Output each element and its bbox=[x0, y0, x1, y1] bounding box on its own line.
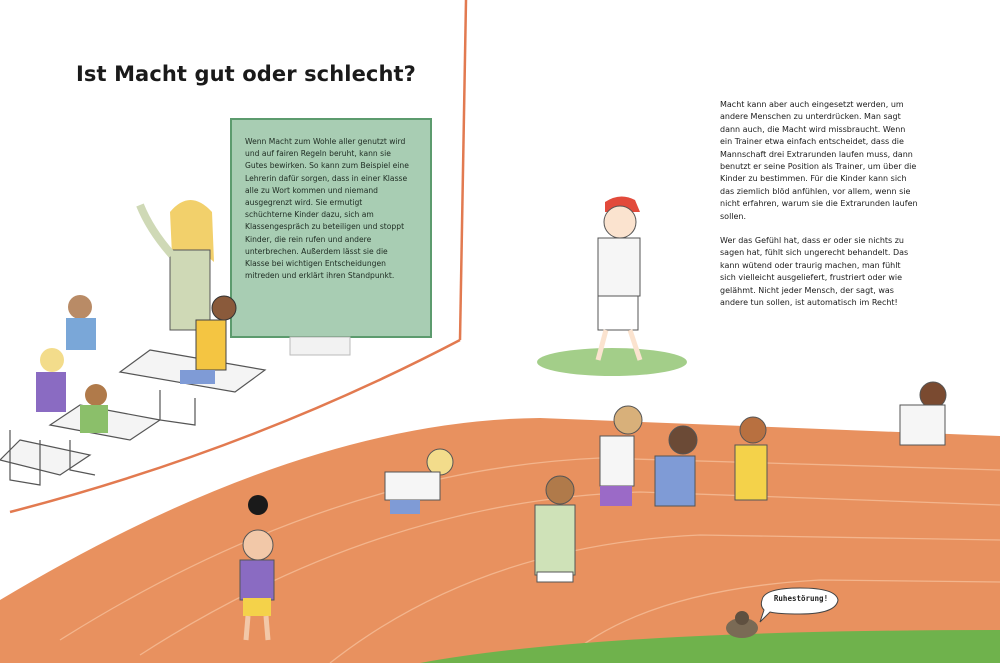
board-stand bbox=[290, 337, 350, 355]
speech-bubble-text: Ruhestörung! bbox=[773, 594, 829, 603]
board-paragraph: Wenn Macht zum Wohle aller genutzt wird und auf fairen Regeln beruht, kann sie Gutes bewirken. So kann zum Beispiel eine Lehrerin dafür sorgen, dass in einer Klasse alle zu Wort kommen und niemand ausgegrenzt wird. Sie ermutigt schüchterne Kinder dazu, sich am Klassengespräch zu beteiligen und stoppt Kinder, die rein rufen und andere unterbrechen. Außerdem lässt sie die Klasse bei wichtigen Entscheidungen mitreden und erklärt ihren Standpunkt. bbox=[245, 137, 409, 281]
coach-figure bbox=[537, 196, 687, 376]
wall-corner-line bbox=[460, 0, 466, 340]
right-paragraph-2: Wer das Gefühl hat, dass er oder sie nichts zu sagen hat, fühlt sich ungerecht behandelt. Das kann wütend oder traurig machen, man fühlt sich vielleicht ausgeliefert, frustriert oder wie gelähmt. Nicht jeder Mensch, der sagt, was andere tun sollen, ist automatisch im Recht! bbox=[720, 236, 909, 308]
right-column-text bbox=[720, 99, 918, 322]
page-title: Ist Macht gut oder schlecht? bbox=[76, 62, 416, 86]
right-paragraph-1: Macht kann aber auch eingesetzt werden, um andere Menschen zu unterdrücken. Man sagt dann auch, die Macht wird missbraucht. Wenn ein Trainer etwa einfach entscheidet, dass die Mannschaft drei Extrarunden laufen muss, dann benutzt er seine Position als Trainer, um über die Kinder zu bestimmen. Für die Kinder kann sich das ziemlich blöd anfühlen, vor allem, wenn sie nicht erfahren, warum sie die Extrarunden laufen sollen. bbox=[720, 100, 918, 221]
running-track bbox=[0, 418, 1000, 663]
board-text bbox=[245, 136, 410, 282]
teacher-figure bbox=[140, 200, 214, 330]
